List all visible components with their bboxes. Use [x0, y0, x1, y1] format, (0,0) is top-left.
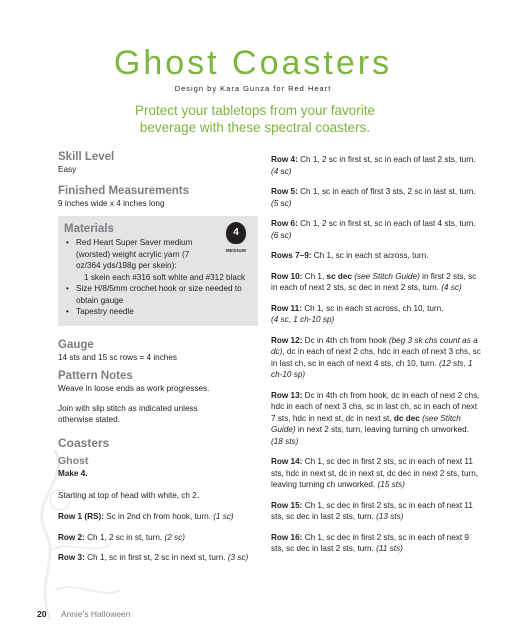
- pattern-row-15: Row 15: Ch 1, sc dec in first 2 sts, sc in each of next 11 sts, sc dec in last 2 sts, turn. (13 sts): [271, 500, 473, 521]
- measurements-heading: Finished Measurements: [58, 184, 190, 197]
- left-column: [58, 150, 258, 573]
- ghost-heading: Ghost: [58, 455, 89, 467]
- starting-instruction: Starting at top of head with white, ch 2.: [58, 490, 200, 500]
- designer-byline: Design by Kara Gunza for Red Heart: [174, 84, 332, 93]
- materials-subitem: 1 skein each #316 soft white and #312 black: [84, 272, 246, 282]
- page-number: 20: [37, 609, 47, 619]
- materials-list: [64, 237, 251, 318]
- pattern-row-10: Row 10: Ch 1, sc dec (see Stitch Guide) in first 2 sts, sc in each of next 2 sts, sc dec in next 2 sts, turn. (4 sc): [271, 271, 477, 292]
- materials-heading: Materials: [64, 223, 114, 235]
- yarn-ball-icon: 4: [226, 222, 246, 244]
- pattern-row-2: Row 2: Ch 1, 2 sc in st, turn. (2 sc): [58, 532, 185, 542]
- pattern-row-4: Row 4: Ch 1, 2 sc in first st, sc in each of last 2 sts, turn. (4 sc): [271, 155, 476, 176]
- pattern-row-5: Row 5: Ch 1, sc in each of first 3 sts, 2 sc in last st, turn. (5 sc): [271, 187, 476, 208]
- gauge-value: 14 sts and 15 sc rows = 4 inches: [58, 352, 178, 362]
- coasters-heading: Coasters: [58, 435, 110, 450]
- pattern-row-14: Row 14: Ch 1, sc dec in first 2 sts, sc in each of next 11 sts, hdc in next st, dc in next st, dc dec in next 2 sts, turn, leaving turning ch unworked. (15 sts): [271, 457, 479, 489]
- pattern-row-3: Row 3: Ch 1, sc in first st, 2 sc in next st, turn. (3 sc): [58, 553, 249, 562]
- materials-item: • Red Heart Super Saver medium (worsted) weight acrylic yarn (7 oz/364 yds/198g per skein):: [74, 237, 251, 272]
- materials-item: • Size H/8/5mm crochet hook or size needed to obtain gauge: [74, 283, 251, 306]
- page-title: Ghost Coasters: [113, 44, 393, 82]
- pattern-row-6: Row 6: Ch 1, 2 sc in first st, sc in each of last 4 sts, turn. (6 sc): [271, 219, 476, 240]
- gauge-heading: Gauge: [58, 338, 94, 351]
- pattern-row-11: Row 11: Ch 1, sc in each st across, ch 10, turn. (4 sc, 1 ch-10 sp): [271, 303, 444, 324]
- pattern-rows-7-9: Rows 7–9: Ch 1, sc in each st across, turn.: [271, 251, 429, 260]
- skill-value: Easy: [58, 165, 77, 174]
- page-footer: [37, 609, 131, 619]
- pattern-notes-heading: Pattern Notes: [58, 370, 133, 382]
- make-count: Make 4.: [58, 469, 88, 478]
- yarn-weight-label: MEDIUM: [225, 248, 247, 253]
- right-column: [271, 154, 481, 564]
- pattern-row-16: Row 16: Ch 1, sc dec in first 2 sts, sc in each of next 9 sts, sc dec in last 2 sts, turn. (11 sts): [271, 532, 469, 553]
- intro-text: Protect your tabletops from your favorite beverage with these spectral coasters.: [134, 103, 376, 135]
- book-title: Annie's Halloween: [60, 609, 131, 619]
- pattern-note: Join with slip stitch as indicated unless otherwise stated.: [58, 403, 198, 424]
- materials-box: [58, 216, 258, 326]
- pattern-row-1: Row 1 (RS): Sc in 2nd ch from hook, turn. (1 sc): [58, 512, 234, 521]
- measurements-value: 9 inches wide x 4 inches long: [58, 198, 165, 208]
- materials-item: • Tapestry needle: [74, 306, 251, 318]
- pattern-note: Weave in loose ends as work progresses.: [58, 384, 210, 393]
- pattern-row-13: Row 13: Dc in 4th ch from hook, dc in each of next 2 chs, hdc in each of next 3 chs, sc in last ch, sc in each of next 7 sts, hdc in next st, dc in next st, dc dec (see Stitch Guide) in next 2 sts, turn, leaving turning ch unworked. (18 sts): [271, 390, 480, 446]
- pattern-row-12: Row 12: Dc in 4th ch from hook (beg 3 sk chs count as a dc), dc in each of next 2 chs, hdc in each of next 3 chs, sc in last ch, sc in each of next 4 sts, ch 10, turn. (12 sts, 1 ch-10 sp): [271, 335, 481, 379]
- skill-heading: Skill Level: [58, 151, 115, 163]
